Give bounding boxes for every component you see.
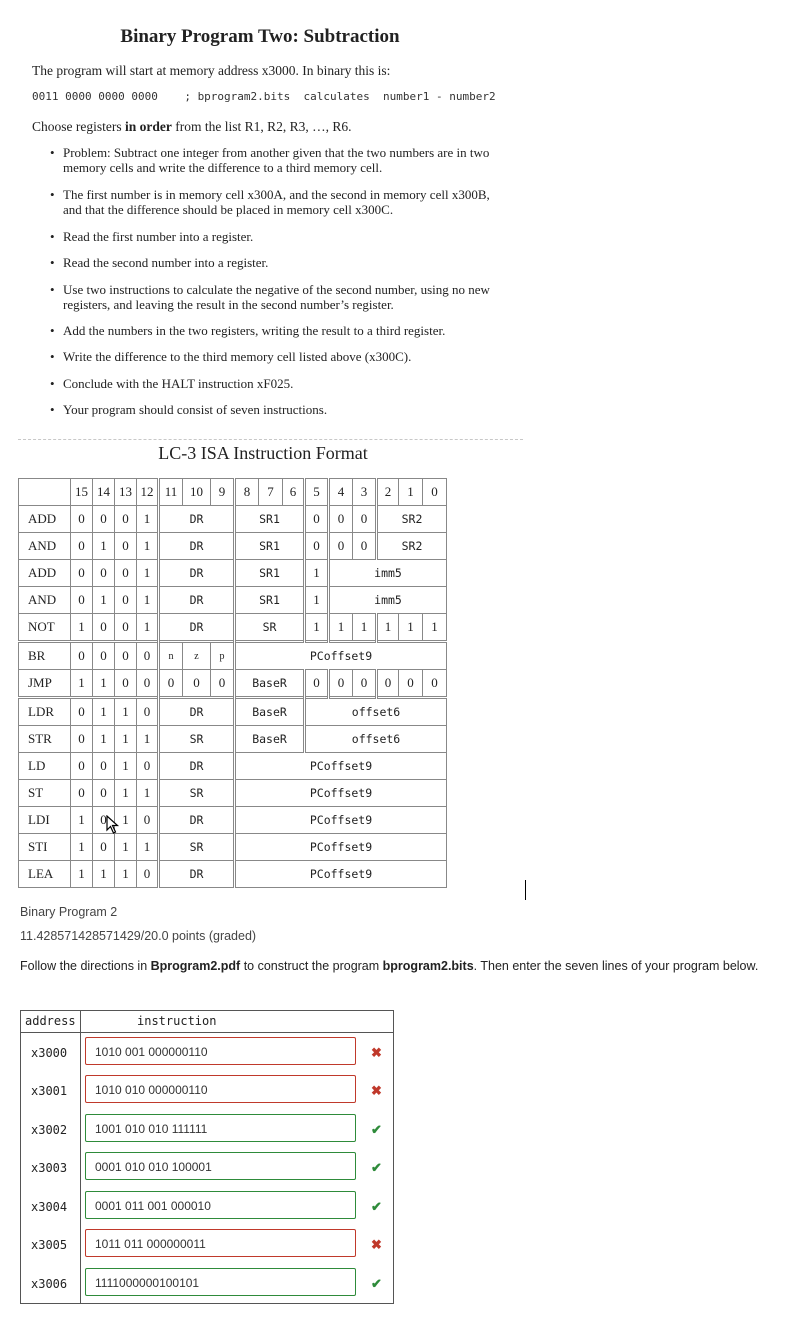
opcode-name: ADD bbox=[19, 506, 71, 533]
bullet-item: • Read the first number into a register. bbox=[50, 229, 495, 244]
opcode-name: ADD bbox=[19, 560, 71, 587]
opcode-name: LDR bbox=[19, 698, 71, 726]
bullet-item: • Problem: Subtract one integer from another given that the two numbers are in two memory cells and write the difference to a third memory cell. bbox=[50, 145, 495, 175]
isa-row-str: STR 0 1 1 1 SR BaseR offset6 bbox=[19, 726, 447, 753]
correct-icon: ✔ bbox=[371, 1199, 382, 1214]
isa-row-and-imm: AND 0 1 0 1 DR SR1 1 imm5 bbox=[19, 587, 447, 614]
correct-icon: ✔ bbox=[371, 1276, 382, 1291]
choose-registers-text bbox=[32, 119, 352, 135]
bit-label: 2 bbox=[377, 479, 399, 506]
instruction-header: instruction bbox=[137, 1014, 217, 1028]
dashed-divider bbox=[18, 439, 523, 440]
opcode-name: LDI bbox=[19, 807, 71, 834]
bit-label: 13 bbox=[115, 479, 137, 506]
opcode-name: STI bbox=[19, 834, 71, 861]
incorrect-icon: ✖ bbox=[371, 1083, 382, 1098]
bullet-item: • Your program should consist of seven instructions. bbox=[50, 402, 495, 417]
bullet-text: Use two instructions to calculate the negative of the second number, using no new registers, and leaving the result in the second number’s register. bbox=[63, 282, 490, 312]
code-line: 0011 0000 0000 0000 ; bprogram2.bits calculates number1 - number2 bbox=[32, 90, 496, 103]
problem-title: Binary Program 2 bbox=[20, 905, 118, 919]
bullet-text: Your program should consist of seven instructions. bbox=[63, 402, 328, 417]
bit-label: 1 bbox=[399, 479, 423, 506]
document-title: Binary Program Two: Subtraction bbox=[120, 26, 400, 47]
bit-label: 7 bbox=[259, 479, 283, 506]
bullet-item: • Conclude with the HALT instruction xF025. bbox=[50, 376, 495, 391]
isa-row-ldr: LDR 0 1 1 0 DR BaseR offset6 bbox=[19, 698, 447, 726]
answer-table bbox=[20, 1010, 394, 1304]
answer-row bbox=[21, 1034, 393, 1072]
pdf-link[interactable]: Bprogram2.pdf bbox=[150, 959, 241, 973]
choose-prefix: Choose registers bbox=[32, 119, 125, 134]
answer-row bbox=[21, 1226, 393, 1264]
bullet-item: • The first number is in memory cell x300A, and the second in memory cell x300B, and that the difference should be placed in memory cell x300C. bbox=[50, 187, 495, 217]
correct-icon: ✔ bbox=[371, 1122, 382, 1137]
opcode-name: STR bbox=[19, 726, 71, 753]
opcode-name: AND bbox=[19, 587, 71, 614]
bullet-text: Read the second number into a register. bbox=[63, 255, 269, 270]
bullet-text: Conclude with the HALT instruction xF025. bbox=[63, 376, 294, 391]
bullet-item: • Write the difference to the third memory cell listed above (x300C). bbox=[50, 349, 495, 364]
bit-header-row bbox=[19, 479, 447, 506]
instruction-input[interactable]: 1111000000100101 bbox=[85, 1268, 356, 1296]
bit-label: 9 bbox=[211, 479, 235, 506]
bit-label: 8 bbox=[235, 479, 259, 506]
isa-row-ld: LD 0 0 1 0 DR PCoffset9 bbox=[19, 753, 447, 780]
instruction-input[interactable]: 1001 010 010 111111 bbox=[85, 1114, 356, 1142]
answer-row bbox=[21, 1149, 393, 1187]
opcode-name: LD bbox=[19, 753, 71, 780]
row-address: x3005 bbox=[31, 1238, 68, 1252]
bit-label: 14 bbox=[93, 479, 115, 506]
instruction-input[interactable]: 1011 011 000000011 bbox=[85, 1229, 356, 1257]
problem-points: 11.428571428571429/20.0 points (graded) bbox=[20, 929, 257, 943]
isa-row-and-reg: AND 0 1 0 1 DR SR1 0 0 0 SR2 bbox=[19, 533, 447, 560]
opcode-name: ST bbox=[19, 780, 71, 807]
opcode-name: JMP bbox=[19, 670, 71, 698]
isa-row-br: BR 0 0 0 0 n z p PCoffset9 bbox=[19, 642, 447, 670]
bit-label: 15 bbox=[71, 479, 93, 506]
instruction-input[interactable]: 1010 001 000000110 bbox=[85, 1037, 356, 1065]
opcode-name: AND bbox=[19, 533, 71, 560]
incorrect-icon: ✖ bbox=[371, 1045, 382, 1060]
correct-icon: ✔ bbox=[371, 1160, 382, 1175]
text-cursor bbox=[525, 880, 526, 900]
isa-row-add-reg: ADD 0 0 0 1 DR SR1 0 0 0 SR2 bbox=[19, 506, 447, 533]
bit-label: 11 bbox=[159, 479, 183, 506]
mouse-pointer-icon bbox=[106, 815, 120, 835]
bit-label: 10 bbox=[183, 479, 211, 506]
bullet-item: • Add the numbers in the two registers, writing the result to a third register. bbox=[50, 323, 495, 338]
opcode-name: NOT bbox=[19, 614, 71, 642]
instruction-input[interactable]: 0001 011 001 000010 bbox=[85, 1191, 356, 1219]
isa-row-sti: STI 1 0 1 1 SR PCoffset9 bbox=[19, 834, 447, 861]
bullet-text: The first number is in memory cell x300A, and the second in memory cell x300B, and that the difference should be placed in memory cell x300C. bbox=[63, 187, 490, 217]
bullet-text: Write the difference to the third memory cell listed above (x300C). bbox=[63, 349, 412, 364]
address-header: address bbox=[25, 1014, 76, 1028]
bullet-item: • Use two instructions to calculate the negative of the second number, using no new registers, and leaving the result in the second number’s register. bbox=[50, 282, 495, 312]
bit-label: 4 bbox=[329, 479, 353, 506]
bullet-text: Add the numbers in the two registers, writing the result to a third register. bbox=[63, 323, 446, 338]
isa-table bbox=[18, 478, 447, 888]
instruction-input[interactable]: 1010 010 000000110 bbox=[85, 1075, 356, 1103]
row-address: x3001 bbox=[31, 1084, 68, 1098]
isa-row-add-imm: ADD 0 0 0 1 DR SR1 1 imm5 bbox=[19, 560, 447, 587]
bullet-text: Read the first number into a register. bbox=[63, 229, 254, 244]
isa-row-lea: LEA 1 1 1 0 DR PCoffset9 bbox=[19, 861, 447, 888]
isa-title: LC-3 ISA Instruction Format bbox=[158, 443, 368, 463]
bit-label: 0 bbox=[423, 479, 447, 506]
row-address: x3003 bbox=[31, 1161, 68, 1175]
answer-row bbox=[21, 1265, 393, 1303]
isa-row-ldi: LDI 1 0 1 0 DR PCoffset9 bbox=[19, 807, 447, 834]
bit-label: 6 bbox=[283, 479, 305, 506]
bullet-item: • Read the second number into a register. bbox=[50, 255, 495, 270]
choose-bold: in order bbox=[124, 119, 172, 134]
bit-label: 5 bbox=[305, 479, 329, 506]
row-address: x3002 bbox=[31, 1123, 68, 1137]
isa-row-not: NOT 1 0 0 1 DR SR 1 1 1 1 1 1 bbox=[19, 614, 447, 642]
row-address: x3000 bbox=[31, 1046, 68, 1060]
answer-row bbox=[21, 1072, 393, 1110]
opcode-name: LEA bbox=[19, 861, 71, 888]
program-filename: bprogram2.bits bbox=[382, 959, 474, 973]
isa-row-st: ST 0 0 1 1 SR PCoffset9 bbox=[19, 780, 447, 807]
answer-row bbox=[21, 1188, 393, 1226]
isa-row-jmp: JMP 1 1 0 0 0 0 0 BaseR 0 0 0 0 0 0 bbox=[19, 670, 447, 698]
instruction-input[interactable]: 0001 010 010 100001 bbox=[85, 1152, 356, 1180]
problem-instructions: Follow the directions in Bprogram2.pdf to construct the program bprogram2.bits. Then enter the seven lines of your program below. bbox=[20, 959, 759, 973]
row-address: x3006 bbox=[31, 1277, 68, 1291]
answer-row bbox=[21, 1111, 393, 1149]
bullet-text: Problem: Subtract one integer from another given that the two numbers are in two memory cells and write the difference to a third memory cell. bbox=[63, 145, 490, 175]
bit-label: 12 bbox=[137, 479, 159, 506]
intro-text: The program will start at memory address x3000. In binary this is: bbox=[32, 63, 391, 78]
bit-label: 3 bbox=[353, 479, 377, 506]
opcode-name: BR bbox=[19, 642, 71, 670]
row-address: x3004 bbox=[31, 1200, 68, 1214]
choose-suffix: from the list R1, R2, R3, …, R6. bbox=[171, 119, 352, 134]
incorrect-icon: ✖ bbox=[371, 1237, 382, 1252]
